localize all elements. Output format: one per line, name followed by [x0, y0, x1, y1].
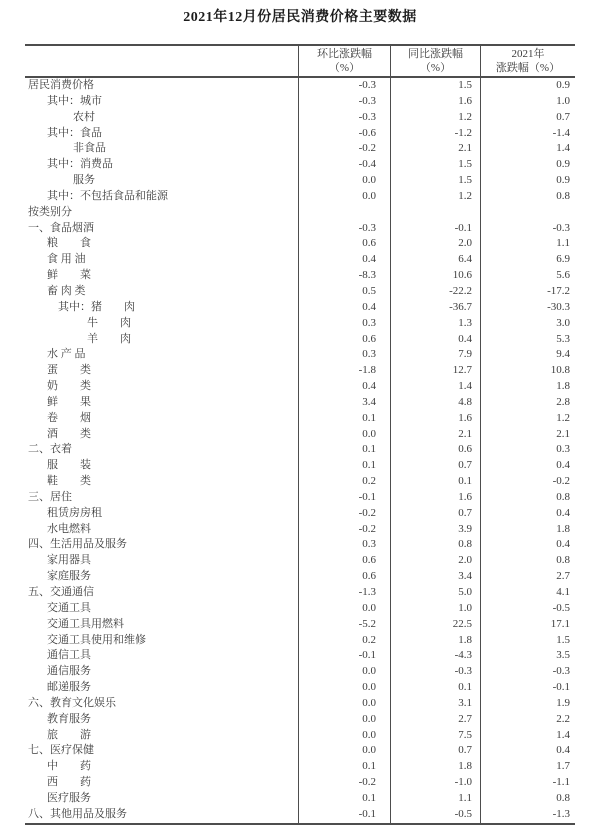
- table-row: [25, 442, 575, 458]
- row-label: 家用器具: [47, 554, 91, 567]
- cell-mom: -0.4: [298, 157, 390, 173]
- cell-mom: 0.3: [298, 316, 390, 332]
- cell-yoy: 0.7: [390, 458, 480, 474]
- cell-yr: 0.8: [480, 553, 575, 569]
- cell-yr: 1.1: [480, 236, 575, 252]
- cell-yoy: 1.1: [390, 791, 480, 807]
- cell-mom: 0.2: [298, 633, 390, 649]
- cell-yr: -0.1: [480, 680, 575, 696]
- cell-yoy: 1.5: [390, 173, 480, 189]
- cell-yoy: -0.3: [390, 664, 480, 680]
- cell-mom: -0.1: [298, 648, 390, 664]
- row-label: 四、生活用品及服务: [28, 538, 127, 551]
- cell-yr: 2.8: [480, 395, 575, 411]
- cell-mom: -0.2: [298, 506, 390, 522]
- cell-yr: 1.8: [480, 379, 575, 395]
- cell-mom: 0.1: [298, 458, 390, 474]
- cell-yoy: 0.1: [390, 474, 480, 490]
- row-label: 通信工具: [47, 649, 91, 662]
- cell-mom: 0.4: [298, 252, 390, 268]
- cell-yoy: 12.7: [390, 363, 480, 379]
- table-row: [25, 775, 575, 791]
- table-row: [25, 205, 575, 221]
- cell-yoy: 6.4: [390, 252, 480, 268]
- table-row: [25, 395, 575, 411]
- row-label: 其中：消费品: [47, 158, 113, 171]
- table-row: [25, 284, 575, 300]
- cell-yr: -0.5: [480, 601, 575, 617]
- cell-mom: 0.0: [298, 696, 390, 712]
- table-row: [25, 347, 575, 363]
- table-row: [25, 522, 575, 538]
- cell-mom: 0.0: [298, 173, 390, 189]
- cell-yoy: 1.6: [390, 411, 480, 427]
- cell-yr: 2.2: [480, 712, 575, 728]
- cell-yr: 1.2: [480, 411, 575, 427]
- table-row: [25, 712, 575, 728]
- cell-mom: -1.8: [298, 363, 390, 379]
- cell-mom: -5.2: [298, 617, 390, 633]
- page-title: 2021年12月份居民消费价格主要数据: [183, 10, 417, 25]
- cell-yoy: [390, 205, 480, 221]
- table-row: [25, 585, 575, 601]
- row-label: 中 药: [47, 760, 91, 773]
- table-row: [25, 759, 575, 775]
- cell-yr: 0.4: [480, 458, 575, 474]
- row-label: 鞋 类: [47, 475, 91, 488]
- cell-mom: 0.4: [298, 300, 390, 316]
- cell-mom: 0.0: [298, 728, 390, 744]
- cell-mom: -0.3: [298, 94, 390, 110]
- header-yoy-line2: （%）: [419, 62, 452, 74]
- cell-yr: 0.7: [480, 110, 575, 126]
- table-row: [25, 537, 575, 553]
- cell-yr: 0.3: [480, 442, 575, 458]
- row-label: 旅 游: [47, 728, 91, 741]
- cell-yoy: 1.3: [390, 316, 480, 332]
- row-label: 居民消费价格: [28, 79, 94, 91]
- row-label: 其中：不包括食品和能源: [47, 189, 168, 202]
- row-label: 其中：猪 肉: [58, 300, 135, 313]
- cell-mom: -8.3: [298, 268, 390, 284]
- row-label: 水 产 品: [47, 348, 86, 361]
- cell-mom: -0.3: [298, 78, 390, 94]
- cell-yr: 0.4: [480, 506, 575, 522]
- cell-mom: 0.4: [298, 379, 390, 395]
- cell-yoy: 1.5: [390, 78, 480, 94]
- cell-yr: 3.0: [480, 316, 575, 332]
- cell-yr: -1.3: [480, 807, 575, 823]
- row-label: 非食品: [73, 142, 106, 155]
- cell-yr: 1.8: [480, 522, 575, 538]
- row-label: 畜 肉 类: [47, 284, 86, 297]
- cell-yr: 6.9: [480, 252, 575, 268]
- cell-mom: 0.0: [298, 712, 390, 728]
- cell-yoy: 0.1: [390, 680, 480, 696]
- cell-yoy: 3.1: [390, 696, 480, 712]
- table-row: [25, 173, 575, 189]
- cell-yr: -1.4: [480, 126, 575, 142]
- cell-yoy: 3.4: [390, 569, 480, 585]
- table-header-row: [25, 46, 575, 78]
- table-row: [25, 94, 575, 110]
- cell-yr: 3.5: [480, 648, 575, 664]
- cell-yr: 1.5: [480, 633, 575, 649]
- row-label: 租赁房房租: [47, 506, 102, 519]
- cell-mom: 0.6: [298, 236, 390, 252]
- cell-yoy: 2.7: [390, 712, 480, 728]
- row-label: 鲜 果: [47, 395, 91, 408]
- cell-yoy: 2.1: [390, 141, 480, 157]
- row-label: 西 药: [47, 776, 91, 789]
- cell-mom: 0.0: [298, 189, 390, 205]
- row-label: 三、居住: [28, 490, 72, 503]
- cell-yr: 0.9: [480, 173, 575, 189]
- cell-yr: 4.1: [480, 585, 575, 601]
- table-row: [25, 506, 575, 522]
- row-label: 其中：城市: [47, 94, 102, 107]
- cell-yr: -0.3: [480, 221, 575, 237]
- table-row: [25, 126, 575, 142]
- cell-mom: 0.3: [298, 347, 390, 363]
- table-row: [25, 427, 575, 443]
- table-row: [25, 252, 575, 268]
- cell-yr: 1.9: [480, 696, 575, 712]
- row-label: 六、教育文化娱乐: [28, 696, 116, 709]
- cell-yoy: 1.2: [390, 110, 480, 126]
- header-year-line2: 涨跌幅（%）: [495, 62, 561, 74]
- cell-mom: -0.6: [298, 126, 390, 142]
- cell-yr: 0.4: [480, 743, 575, 759]
- cell-yr: 0.9: [480, 78, 575, 94]
- header-yoy-line1: 同比涨跌幅: [408, 48, 463, 60]
- cell-yr: -0.2: [480, 474, 575, 490]
- cell-mom: 0.3: [298, 537, 390, 553]
- cell-yoy: 1.4: [390, 379, 480, 395]
- row-label: 食 用 油: [47, 253, 86, 266]
- header-year-change: [480, 46, 575, 76]
- row-label: 五、交通通信: [28, 586, 94, 598]
- cell-yr: 10.8: [480, 363, 575, 379]
- table-row: [25, 807, 575, 823]
- cell-yr: -0.3: [480, 664, 575, 680]
- cpi-table: [25, 44, 575, 825]
- cell-mom: -0.1: [298, 807, 390, 823]
- cell-yr: 0.8: [480, 791, 575, 807]
- cell-yoy: -1.0: [390, 775, 480, 791]
- table-row: [25, 332, 575, 348]
- cell-yr: 9.4: [480, 347, 575, 363]
- cell-mom: 0.1: [298, 759, 390, 775]
- cell-yoy: 0.6: [390, 442, 480, 458]
- cell-yoy: 0.7: [390, 506, 480, 522]
- cell-mom: 0.1: [298, 791, 390, 807]
- cell-yoy: 3.9: [390, 522, 480, 538]
- cell-mom: -0.2: [298, 775, 390, 791]
- cell-yr: 1.0: [480, 94, 575, 110]
- row-label: 水电燃料: [47, 522, 91, 535]
- table-row: [25, 648, 575, 664]
- cell-yr: 0.4: [480, 537, 575, 553]
- cell-yoy: 1.0: [390, 601, 480, 617]
- row-label: 邮递服务: [47, 681, 91, 694]
- table-row: [25, 411, 575, 427]
- table-row: [25, 268, 575, 284]
- cell-mom: -0.3: [298, 221, 390, 237]
- cell-yoy: 10.6: [390, 268, 480, 284]
- cell-yoy: 7.5: [390, 728, 480, 744]
- cell-yoy: 1.8: [390, 633, 480, 649]
- cell-yoy: 2.1: [390, 427, 480, 443]
- row-label: 教育服务: [47, 712, 91, 725]
- cell-yoy: 1.6: [390, 94, 480, 110]
- cell-mom: 0.0: [298, 680, 390, 696]
- table-row: [25, 569, 575, 585]
- row-label: 卷 烟: [47, 411, 91, 424]
- table-row: [25, 490, 575, 506]
- cell-yoy: 2.0: [390, 553, 480, 569]
- row-label: 八、其他用品及服务: [28, 807, 127, 820]
- table-row: [25, 728, 575, 744]
- row-label: 粮 食: [47, 237, 91, 250]
- table-row: [25, 601, 575, 617]
- row-label: 通信服务: [47, 665, 91, 678]
- cell-yr: 0.8: [480, 490, 575, 506]
- row-label: 二、衣着: [28, 443, 72, 456]
- cell-yr: -17.2: [480, 284, 575, 300]
- header-label-spacer: [25, 46, 298, 76]
- cell-yoy: -1.2: [390, 126, 480, 142]
- cell-yr: 5.6: [480, 268, 575, 284]
- cell-yoy: 7.9: [390, 347, 480, 363]
- cell-yr: 1.4: [480, 141, 575, 157]
- cell-yr: 0.9: [480, 157, 575, 173]
- row-label: 服务: [73, 174, 95, 187]
- table-row: [25, 617, 575, 633]
- cell-mom: -0.2: [298, 522, 390, 538]
- row-label: 交通工具用燃料: [47, 617, 124, 630]
- cell-yr: -30.3: [480, 300, 575, 316]
- header-mom-change: [298, 46, 390, 76]
- cell-mom: 0.1: [298, 442, 390, 458]
- row-label: 交通工具: [47, 601, 91, 614]
- cell-yoy: 1.2: [390, 189, 480, 205]
- table-row: [25, 553, 575, 569]
- cell-yoy: 4.8: [390, 395, 480, 411]
- row-label: 家庭服务: [47, 570, 91, 583]
- table-row: [25, 363, 575, 379]
- row-label: 七、医疗保健: [28, 744, 94, 757]
- cell-mom: 0.5: [298, 284, 390, 300]
- cell-yr: 1.4: [480, 728, 575, 744]
- table-row: [25, 300, 575, 316]
- cell-yr: 0.8: [480, 189, 575, 205]
- cell-yr: 1.7: [480, 759, 575, 775]
- cell-yoy: -0.5: [390, 807, 480, 823]
- cell-yoy: 5.0: [390, 585, 480, 601]
- cell-yoy: 1.5: [390, 157, 480, 173]
- row-label: 按类别分: [28, 205, 72, 218]
- row-label: 服 装: [47, 459, 91, 472]
- cell-yoy: 1.6: [390, 490, 480, 506]
- row-label: 牛 肉: [87, 316, 131, 329]
- table-row: [25, 633, 575, 649]
- table-row: [25, 236, 575, 252]
- header-yoy-change: [390, 46, 480, 76]
- table-row: [25, 189, 575, 205]
- row-label: 鲜 菜: [47, 269, 91, 282]
- table-row: [25, 791, 575, 807]
- header-mom-line1: 环比涨跌幅: [317, 48, 372, 60]
- table-row: [25, 141, 575, 157]
- cell-mom: 0.6: [298, 569, 390, 585]
- cell-yoy: -4.3: [390, 648, 480, 664]
- cell-yoy: 0.4: [390, 332, 480, 348]
- row-label: 农村: [73, 110, 95, 123]
- cell-mom: 0.1: [298, 411, 390, 427]
- table-row: [25, 696, 575, 712]
- row-label: 酒 类: [47, 427, 91, 440]
- cell-mom: 0.0: [298, 664, 390, 680]
- cell-mom: 0.0: [298, 601, 390, 617]
- table-row: [25, 110, 575, 126]
- cell-yr: 17.1: [480, 617, 575, 633]
- table-row: [25, 680, 575, 696]
- table-row: [25, 78, 575, 94]
- cell-mom: 3.4: [298, 395, 390, 411]
- cell-mom: -0.2: [298, 141, 390, 157]
- header-mom-line2: （%）: [328, 62, 361, 74]
- cell-yoy: 22.5: [390, 617, 480, 633]
- row-label: 蛋 类: [47, 364, 91, 377]
- cell-yoy: -36.7: [390, 300, 480, 316]
- cell-yoy: -22.2: [390, 284, 480, 300]
- table-row: [25, 743, 575, 759]
- cell-yoy: 0.7: [390, 743, 480, 759]
- table-row: [25, 157, 575, 173]
- cell-yr: 2.1: [480, 427, 575, 443]
- cell-mom: -0.3: [298, 110, 390, 126]
- cell-yoy: 1.8: [390, 759, 480, 775]
- cell-yr: [480, 205, 575, 221]
- cell-yoy: 2.0: [390, 236, 480, 252]
- table-row: [25, 379, 575, 395]
- cell-mom: -1.3: [298, 585, 390, 601]
- cell-mom: -0.1: [298, 490, 390, 506]
- cell-yr: -1.1: [480, 775, 575, 791]
- cell-yoy: -0.1: [390, 221, 480, 237]
- cell-mom: 0.0: [298, 743, 390, 759]
- table-row: [25, 316, 575, 332]
- cell-mom: [298, 205, 390, 221]
- cell-mom: 0.0: [298, 427, 390, 443]
- table-row: [25, 664, 575, 680]
- cell-mom: 0.6: [298, 332, 390, 348]
- table-body: [25, 78, 575, 823]
- cell-mom: 0.6: [298, 553, 390, 569]
- row-label: 其中：食品: [47, 126, 102, 139]
- row-label: 羊 肉: [87, 332, 131, 345]
- cell-yoy: 0.8: [390, 537, 480, 553]
- row-label: 奶 类: [47, 380, 91, 393]
- row-label: 交通工具使用和维修: [47, 633, 146, 646]
- table-row: [25, 458, 575, 474]
- table-row: [25, 474, 575, 490]
- cell-mom: 0.2: [298, 474, 390, 490]
- table-row: [25, 221, 575, 237]
- row-label: 医疗服务: [47, 791, 91, 804]
- cell-yr: 2.7: [480, 569, 575, 585]
- cell-yr: 5.3: [480, 332, 575, 348]
- header-year-line1: 2021年: [511, 48, 545, 60]
- row-label: 一、食品烟酒: [28, 221, 94, 234]
